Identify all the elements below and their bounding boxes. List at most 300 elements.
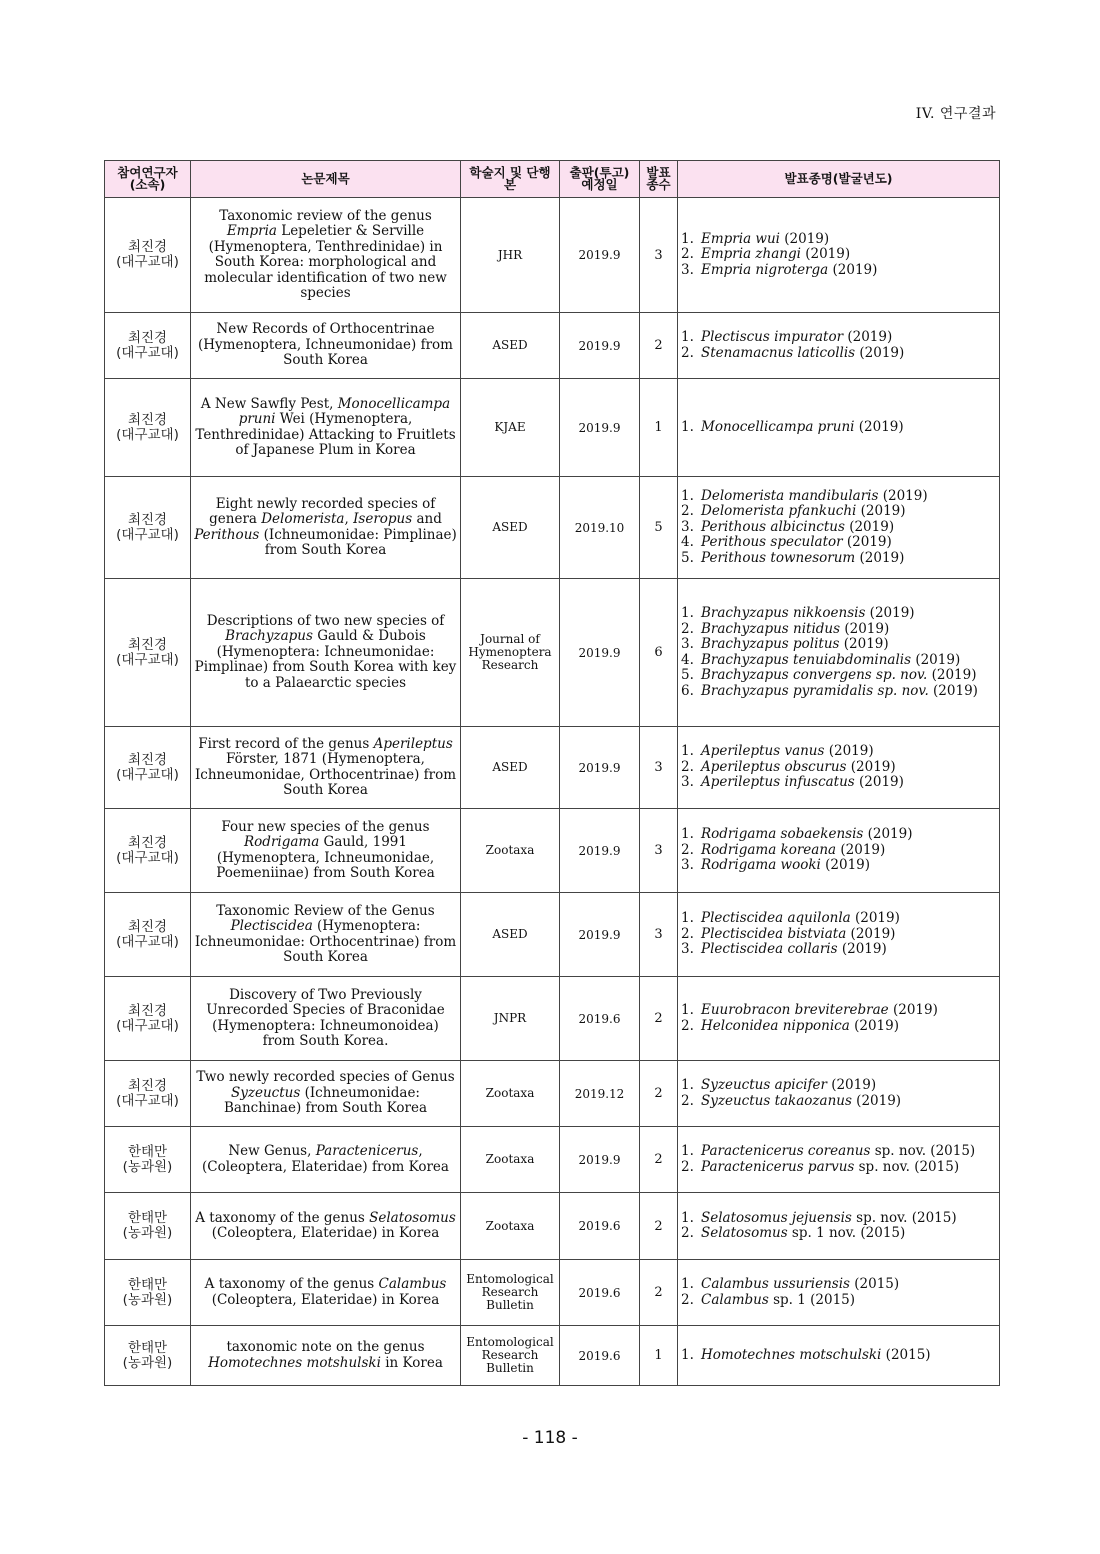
species-item (681, 330, 996, 346)
paper-title-text: and (412, 511, 442, 527)
species-name-text: (2019) (840, 620, 890, 637)
paper-title-italic: Calambus (378, 1276, 447, 1292)
publication-date: 2019.9 (560, 313, 640, 379)
researcher-affiliation: (농과원) (122, 1158, 173, 1175)
paper-title-text: (Coleoptera, Elateridae) in Korea (211, 1291, 440, 1308)
publication-date: 2019.6 (560, 1260, 640, 1326)
species-item (681, 827, 996, 843)
species-number: 1. (681, 230, 694, 247)
species-name-italic: Delomerista mandibularis (701, 487, 879, 504)
publication-date: 2019.10 (560, 477, 640, 579)
species-count: 6 (640, 579, 678, 727)
species-name-italic: Paractenicerus coreanus (701, 1143, 871, 1159)
species-name-italic: Brachyzapus convergens sp. nov. (701, 667, 928, 683)
species-item (681, 1144, 996, 1160)
species-name (701, 927, 996, 943)
species-number: 5. (681, 549, 694, 566)
species-name-italic: Aperileptus vanus (701, 743, 825, 760)
paper-title-italic: Brachyzapus (225, 628, 313, 645)
species-name (701, 911, 996, 927)
researcher-name: 한태만 (127, 1276, 168, 1293)
species-name-text: (2019) (865, 605, 915, 621)
paper-title-text: (Hymenoptera: Ichneumonidae: Orthocentrinae) from South Korea (194, 918, 457, 965)
species-name (701, 1211, 996, 1227)
species-number: 3. (681, 857, 694, 874)
researcher-cell (105, 809, 191, 893)
paper-title (191, 579, 461, 727)
species-name-text: (2019) (837, 941, 887, 958)
species-count: 2 (640, 977, 678, 1061)
paper-title-italic: Homotechnes motshulski (208, 1354, 381, 1371)
researcher-affiliation: (대구교대) (116, 766, 179, 783)
species-number: 6. (681, 682, 694, 699)
species-number: 1. (681, 487, 694, 504)
species-name-italic: Empria nigroterga (701, 261, 829, 278)
species-name (701, 1277, 996, 1293)
species-number: 2. (681, 1092, 694, 1109)
species-number: 3. (681, 774, 694, 791)
journal-name: Entomological Research Bulletin (461, 1326, 560, 1386)
paper-title-text: (Ichneumonidae: Banchinae) from South Korea (223, 1084, 428, 1117)
col-header-date: 출판(투고) 예정일 (560, 161, 640, 198)
species-item (681, 760, 996, 776)
table-row (105, 379, 1000, 477)
paper-title-italic: Aperileptus (373, 735, 453, 752)
species-list (678, 727, 1000, 809)
species-item (681, 1293, 996, 1309)
species-count: 5 (640, 477, 678, 579)
species-name-italic: Homotechnes motschulski (701, 1346, 882, 1363)
researcher-affiliation: (대구교대) (116, 1092, 179, 1109)
species-name-text: (2019) (854, 774, 904, 791)
table-row (105, 1260, 1000, 1326)
species-name-text: (2019) (863, 826, 913, 843)
journal-name: Zootaxa (461, 1193, 560, 1260)
species-name-italic: Rodrigama sobaekensis (701, 826, 864, 843)
researcher-name: 최진경 (127, 239, 168, 255)
species-name (701, 489, 996, 505)
researcher-cell (105, 198, 191, 313)
species-name-italic: Aperileptus infuscatus (701, 774, 855, 791)
paper-title-text: , (Coleoptera, Elateridae) from Korea (202, 1143, 449, 1175)
species-name (701, 668, 996, 684)
species-list (678, 477, 1000, 579)
species-item (681, 843, 996, 859)
researcher-cell (105, 1260, 191, 1326)
table-body (105, 198, 1000, 1386)
paper-title (191, 727, 461, 809)
journal-name: ASED (461, 477, 560, 579)
species-list (678, 809, 1000, 893)
publication-date: 2019.9 (560, 198, 640, 313)
species-name-italic: Plectiscidea bistviata (701, 925, 847, 942)
journal-name: ASED (461, 313, 560, 379)
species-item (681, 247, 996, 263)
species-name (701, 1078, 996, 1094)
paper-title-text: Gauld, 1991 (Hymenoptera, Ichneumonidae, Poemeniinae) from South Korea (216, 834, 435, 881)
species-item (681, 1094, 996, 1110)
species-name (701, 606, 996, 622)
journal-name: KJAE (461, 379, 560, 477)
species-number: 2. (681, 841, 694, 858)
species-count: 3 (640, 809, 678, 893)
species-item (681, 622, 996, 638)
species-name-text: (2019) (928, 682, 978, 699)
species-number: 3. (681, 518, 694, 535)
species-number: 1. (681, 605, 694, 621)
species-name-text: (2019) (846, 925, 896, 942)
species-name (701, 843, 996, 859)
table-row (105, 809, 1000, 893)
species-name-italic: Calambus (701, 1291, 769, 1308)
species-number: 1. (681, 418, 694, 435)
species-name (701, 247, 996, 263)
researcher-name: 최진경 (127, 834, 168, 851)
species-number: 2. (681, 925, 694, 942)
paper-title-text: New Records of Orthocentrinae (Hymenoptera, Ichneumonidae) from South Korea (198, 321, 453, 369)
researcher-affiliation: (대구교대) (116, 344, 179, 361)
species-item (681, 942, 996, 958)
species-name-italic: Delomerista pfankuchi (701, 503, 857, 520)
species-name (701, 942, 996, 958)
researcher-cell (105, 379, 191, 477)
species-name (701, 1144, 996, 1160)
species-item (681, 684, 996, 700)
species-list (678, 1326, 1000, 1386)
researcher-affiliation: (대구교대) (116, 1017, 179, 1034)
species-name-text: sp. nov. (2015) (851, 1209, 957, 1226)
species-name-italic: Brachyzapus pyramidalis sp. nov. (701, 682, 929, 699)
species-number: 1. (681, 1002, 694, 1018)
species-number: 4. (681, 534, 694, 551)
species-name-text: sp. 1 nov. (2015) (787, 1225, 906, 1241)
species-item (681, 775, 996, 791)
journal-name: Zootaxa (461, 1061, 560, 1127)
col-header-count: 발표 종수 (640, 161, 678, 198)
species-name (701, 775, 996, 791)
species-number: 3. (681, 941, 694, 958)
paper-title-italic: Selatosomus (369, 1209, 456, 1226)
species-number: 2. (681, 503, 694, 520)
species-item (681, 1078, 996, 1094)
species-name (701, 1003, 996, 1019)
publication-date: 2019.9 (560, 1127, 640, 1193)
species-number: 4. (681, 651, 694, 668)
publication-date: 2019.6 (560, 977, 640, 1061)
col-header-journal: 학술지 및 단행본 (461, 161, 560, 198)
species-list (678, 1193, 1000, 1260)
table-row (105, 1326, 1000, 1386)
species-name-text: (2019) (842, 534, 892, 551)
species-name-text: (2019) (856, 503, 906, 520)
species-name-italic: Syzeuctus takaozanus (701, 1092, 852, 1109)
paper-title-text: Descriptions of two new species of (206, 612, 445, 629)
species-number: 2. (681, 620, 694, 637)
species-item (681, 744, 996, 760)
species-number: 1. (681, 1209, 694, 1226)
paper-title-text: A taxonomy of the genus (204, 1276, 379, 1292)
journal-name: Journal of Hymenoptera Research (461, 579, 560, 727)
species-name-text: (2019) (824, 743, 874, 760)
species-name-text: (2019) (854, 418, 904, 435)
paper-title (191, 198, 461, 313)
species-name (701, 330, 996, 346)
species-item (681, 504, 996, 520)
species-number: 2. (681, 1017, 694, 1034)
species-name-text: (2019) (779, 230, 830, 247)
species-name-italic: Selatosomus (701, 1225, 788, 1241)
species-name-text: (2019) (846, 758, 896, 775)
paper-title (191, 1193, 461, 1260)
species-name (701, 1226, 996, 1242)
publication-date: 2019.9 (560, 379, 640, 477)
species-number: 3. (681, 636, 694, 652)
species-number: 2. (681, 758, 694, 775)
researcher-name: 최진경 (127, 411, 168, 428)
journal-name: ASED (461, 727, 560, 809)
table-row (105, 1127, 1000, 1193)
species-name (701, 535, 996, 551)
species-number: 3. (681, 261, 694, 278)
species-name-italic: Paractenicerus parvus (701, 1158, 855, 1175)
species-name-text: (2019) (836, 841, 886, 858)
col-header-species: 발표종명(발굴년도) (678, 161, 1000, 198)
species-list (678, 977, 1000, 1061)
species-item (681, 858, 996, 874)
paper-title-text: taxonomic note on the genus (226, 1339, 425, 1355)
species-list (678, 198, 1000, 313)
species-number: 5. (681, 667, 694, 683)
journal-name: JNPR (461, 977, 560, 1061)
paper-title-text: Lepeletier & Serville (Hymenoptera, Tenthredinidae) in South Korea: morphological and molecular identification of two new species (204, 223, 447, 301)
species-item (681, 551, 996, 567)
species-number: 2. (681, 1158, 694, 1175)
paper-title-italic: Iseropus (353, 511, 413, 527)
species-name (701, 1160, 996, 1176)
species-name (701, 622, 996, 638)
researcher-affiliation: (대구교대) (116, 651, 179, 668)
species-item (681, 668, 996, 684)
researcher-affiliation: (대구교대) (116, 426, 179, 443)
species-item (681, 232, 996, 248)
journal-name: JHR (461, 198, 560, 313)
paper-title (191, 477, 461, 579)
journal-name: Zootaxa (461, 809, 560, 893)
publication-date: 2019.9 (560, 809, 640, 893)
species-name-text: sp. 1 (2015) (768, 1291, 856, 1308)
species-item (681, 263, 996, 279)
species-name-italic: Brachyzapus politus (701, 636, 840, 652)
species-name (701, 684, 996, 700)
researcher-name: 한태만 (127, 1210, 168, 1226)
paper-title-italic: Plectiscidea (230, 918, 313, 934)
species-number: 1. (681, 910, 694, 927)
species-name-italic: Empria zhangi (701, 246, 801, 263)
paper-title-italic: Monocellicampa pruni (238, 395, 451, 427)
species-name-text: (2019) (800, 246, 851, 263)
researcher-affiliation: (대구교대) (116, 849, 179, 866)
species-count: 2 (640, 1260, 678, 1326)
species-name (701, 760, 996, 776)
species-name (701, 263, 996, 279)
species-item (681, 1211, 996, 1227)
species-count: 3 (640, 198, 678, 313)
species-name (701, 1348, 996, 1364)
species-name-italic: Aperileptus obscurus (701, 758, 847, 775)
paper-title-text: First record of the genus (198, 735, 374, 752)
paper-title (191, 313, 461, 379)
species-count: 3 (640, 893, 678, 977)
species-name-text: (2019) (878, 487, 928, 504)
researcher-cell (105, 579, 191, 727)
table-row (105, 1061, 1000, 1127)
paper-title-text: A taxonomy of the genus (195, 1209, 370, 1226)
paper-title (191, 977, 461, 1061)
species-item (681, 1003, 996, 1019)
paper-title-text: Four new species of the genus (221, 818, 430, 835)
researcher-name: 최진경 (127, 1002, 168, 1019)
researcher-cell (105, 313, 191, 379)
species-item (681, 1348, 996, 1364)
species-name-italic: Brachyzapus tenuiabdominalis (701, 651, 912, 668)
species-item (681, 1277, 996, 1293)
researcher-cell (105, 1193, 191, 1260)
species-name-italic: Calambus ussuriensis (701, 1276, 850, 1292)
paper-title-italic: Paractenicerus (315, 1143, 419, 1159)
species-item (681, 420, 996, 436)
species-name (701, 653, 996, 669)
paper-title-text: , (344, 511, 354, 527)
journal-name: Zootaxa (461, 1127, 560, 1193)
publication-date: 2019.9 (560, 579, 640, 727)
species-name-text: (2019) (849, 1017, 899, 1034)
species-number: 1. (681, 1346, 694, 1363)
species-name (701, 827, 996, 843)
researcher-cell (105, 893, 191, 977)
species-list (678, 313, 1000, 379)
species-list (678, 893, 1000, 977)
species-item (681, 653, 996, 669)
species-name (701, 858, 996, 874)
species-name-italic: Monocellicampa pruni (701, 418, 855, 435)
species-name (701, 232, 996, 248)
paper-title-text: Wei (Hymenoptera, Tenthredinidae) Attacking to Fruitlets of Japanese Plum in Korea (195, 411, 456, 458)
researcher-name: 한태만 (127, 1143, 168, 1160)
researcher-name: 최진경 (127, 511, 168, 528)
publication-date: 2019.12 (560, 1061, 640, 1127)
species-name (701, 504, 996, 520)
paper-title-text: in Korea (380, 1354, 443, 1371)
species-item (681, 911, 996, 927)
table-row (105, 727, 1000, 809)
species-number: 1. (681, 743, 694, 760)
paper-title (191, 809, 461, 893)
researcher-cell (105, 477, 191, 579)
species-name-text: (2019) (843, 329, 893, 345)
col-header-researcher: 참여연구자 (소속) (105, 161, 191, 198)
col-header-title: 논문제목 (191, 161, 461, 198)
species-item (681, 489, 996, 505)
species-list (678, 379, 1000, 477)
researcher-name: 최진경 (127, 918, 168, 935)
species-name-text: (2019) (828, 261, 878, 278)
species-number: 2. (681, 1225, 694, 1241)
species-name-italic: Brachyzapus nikkoensis (701, 605, 866, 621)
publication-date: 2019.6 (560, 1193, 640, 1260)
species-number: 1. (681, 826, 694, 843)
species-name-text: (2019) (820, 857, 871, 874)
table-row (105, 313, 1000, 379)
species-name-italic: Plectiscidea collaris (701, 941, 838, 958)
species-name-italic: Brachyzapus nitidus (701, 620, 841, 637)
species-item (681, 346, 996, 362)
paper-title-text: New Genus, (228, 1143, 316, 1159)
species-list (678, 1061, 1000, 1127)
species-name (701, 744, 996, 760)
species-name-italic: Stenamacnus laticollis (701, 344, 856, 361)
species-name-text: (2019) (850, 910, 900, 927)
paper-title (191, 379, 461, 477)
species-name-italic: Syzeuctus apicifer (701, 1077, 827, 1093)
species-item (681, 1160, 996, 1176)
species-item (681, 637, 996, 653)
paper-title-text: Förster, 1871 (Hymenoptera, Ichneumonidae, Orthocentrinae) from South Korea (194, 751, 457, 798)
species-item (681, 535, 996, 551)
species-name-text: sp. nov. (2015) (870, 1143, 976, 1159)
species-name-italic: Plectiscus impurator (701, 329, 844, 345)
species-name-text: (2019) (826, 1077, 877, 1093)
researcher-name: 한태만 (127, 1339, 168, 1356)
species-name-italic: Helconidea nipponica (701, 1017, 850, 1034)
species-name (701, 1293, 996, 1309)
species-number: 1. (681, 1143, 694, 1159)
researcher-name: 최진경 (127, 636, 168, 653)
species-number: 2. (681, 1291, 694, 1308)
species-name (701, 1094, 996, 1110)
species-name-text: (2019) (844, 518, 895, 535)
paper-title-text: Taxonomic Review of the Genus (216, 902, 435, 919)
researcher-affiliation: (농과원) (122, 1291, 173, 1308)
species-name-italic: Rodrigama wooki (701, 857, 821, 874)
researcher-cell (105, 727, 191, 809)
species-name-italic: Selatosomus jejuensis (701, 1209, 852, 1226)
species-item (681, 606, 996, 622)
species-name-italic: Perithous townesorum (701, 549, 856, 566)
species-name-italic: Euurobracon breviterebrae (701, 1002, 889, 1018)
publication-date: 2019.9 (560, 727, 640, 809)
researcher-name: 최진경 (127, 1077, 168, 1094)
species-name-text: (2019) (839, 636, 889, 652)
paper-title-text: Taxonomic review of the genus (219, 207, 432, 224)
paper-title (191, 1326, 461, 1386)
paper-title-text: (Ichneumonidae: Pimplinae) from South Korea (259, 526, 457, 558)
publications-table (104, 160, 1000, 1386)
table-row (105, 579, 1000, 727)
species-item (681, 520, 996, 536)
species-name (701, 346, 996, 362)
researcher-cell (105, 1061, 191, 1127)
table-row (105, 893, 1000, 977)
species-count: 1 (640, 379, 678, 477)
paper-title-italic: Syzeuctus (231, 1084, 301, 1101)
species-item (681, 1226, 996, 1242)
species-name-text: (2019) (855, 344, 905, 361)
paper-title (191, 1127, 461, 1193)
species-name-italic: Rodrigama koreana (701, 841, 837, 858)
species-name-text: (2019) (888, 1002, 938, 1018)
researcher-affiliation: (대구교대) (116, 933, 179, 950)
paper-title-text: (Coleoptera, Elateridae) in Korea (211, 1225, 440, 1241)
